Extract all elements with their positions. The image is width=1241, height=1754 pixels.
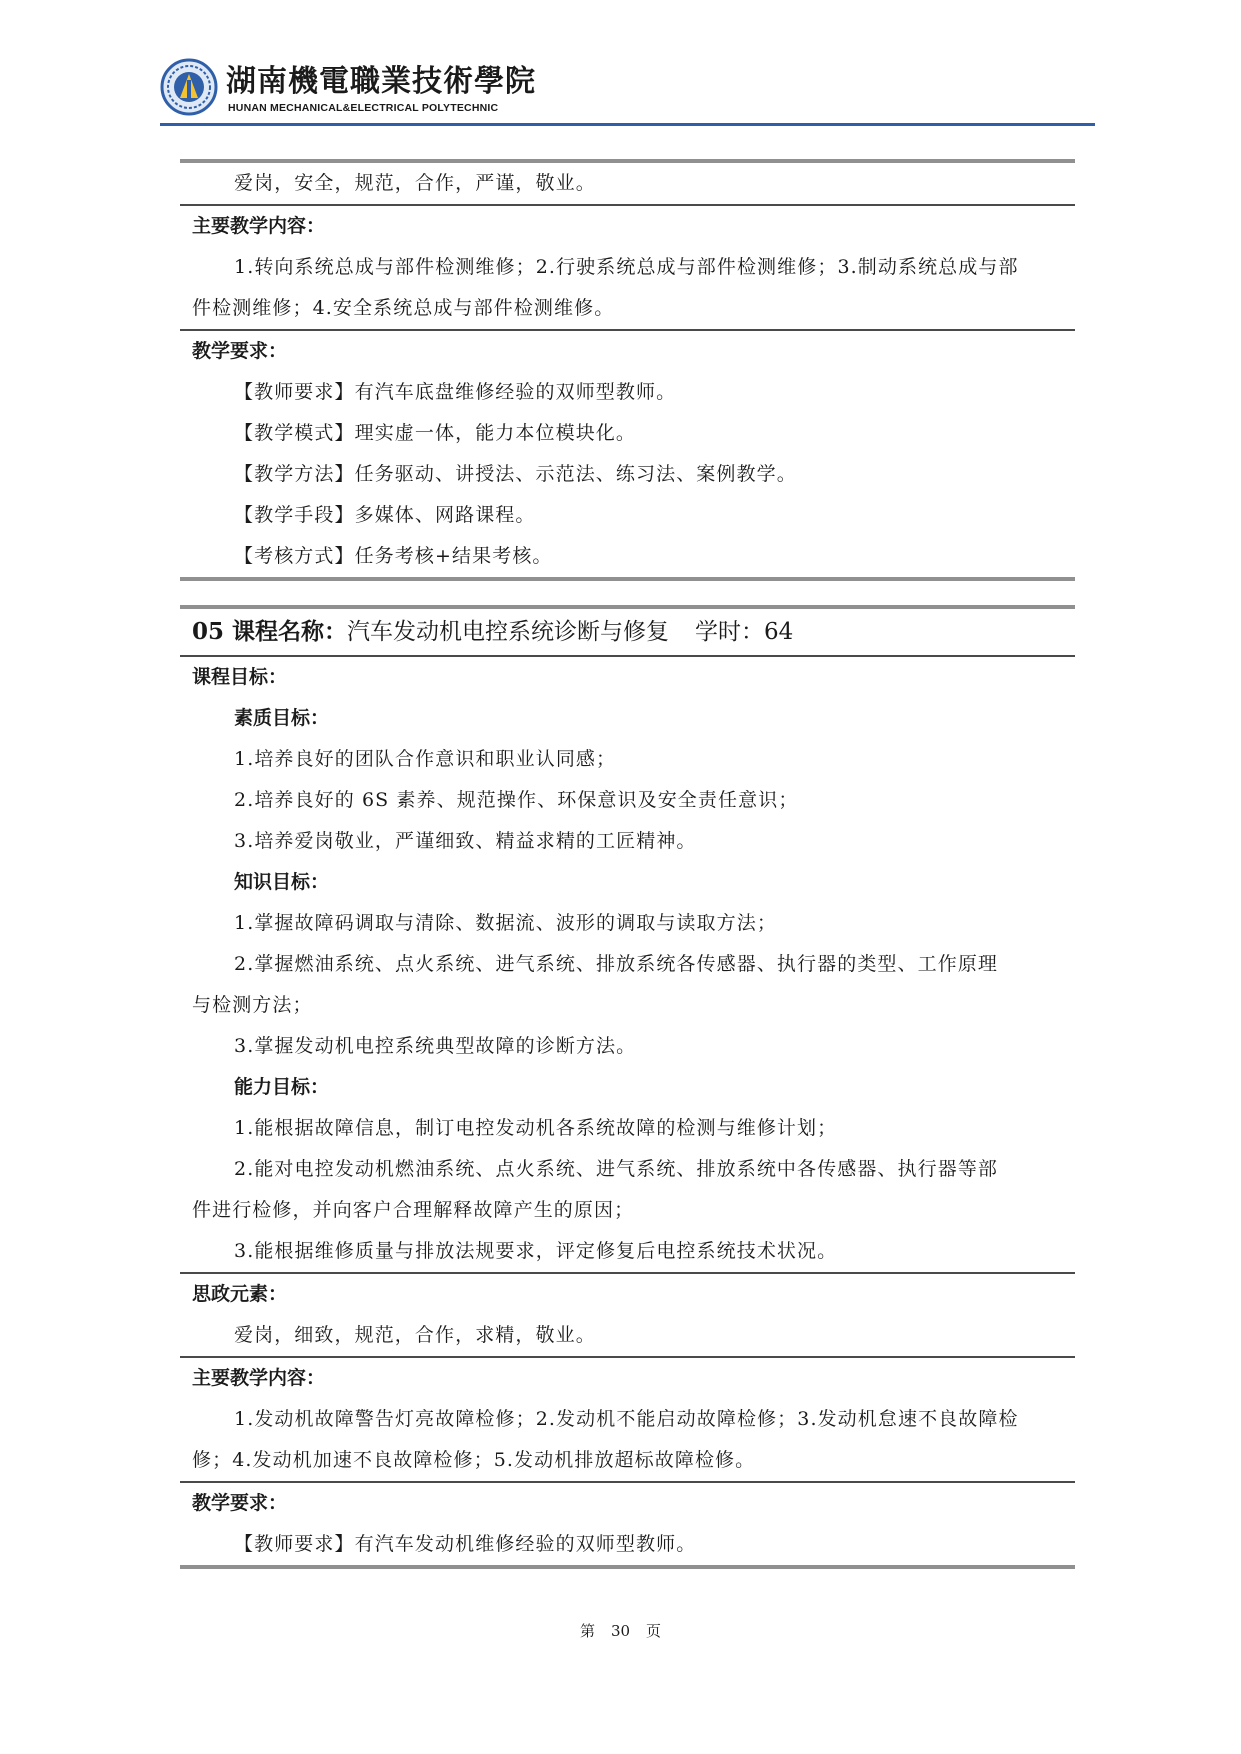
prev-content-line: 件检测维修；4.安全系统总成与部件检测维修。 — [192, 297, 615, 319]
content-line: 修；4.发动机加速不良故障检修；5.发动机排放超标故障检修。 — [192, 1449, 756, 1471]
knowledge-line: 与检测方法； — [192, 994, 313, 1016]
page-number: 30 — [610, 1622, 631, 1640]
page-suffix: 页 — [646, 1622, 662, 1640]
prev-content-line: 1.转向系统总成与部件检测维修；2.行驶系统总成与部件检测维修；3.制动系统总成与部 — [234, 256, 1019, 278]
ability-line: 2.能对电控发动机燃油系统、点火系统、进气系统、排放系统中各传感器、执行器等部 — [234, 1158, 999, 1180]
knowledge-title: 知识目标： — [234, 871, 330, 893]
school-name-cn: 湖南機電職業技術學院 — [226, 64, 536, 99]
requirement-item: 【教师要求】有汽车发动机维修经验的双师型教师。 — [234, 1533, 697, 1555]
course-name-label: 05 课程名称： — [192, 618, 348, 645]
prev-requirement-item: 【教学方法】任务驱动、讲授法、示范法、练习法、案例教学。 — [234, 463, 797, 485]
page-footer — [0, 1620, 1241, 1641]
school-name-en: HUNAN MECHANICAL&ELECTRICAL POLYTECHNIC — [228, 102, 499, 114]
quality-line: 1.培养良好的团队合作意识和职业认同感； — [234, 748, 617, 770]
prev-requirements-title: 教学要求： — [192, 340, 288, 362]
quality-title: 素质目标： — [234, 707, 330, 729]
sizheng-title: 思政元素： — [192, 1283, 288, 1305]
page-prefix: 第 — [579, 1622, 595, 1640]
content-line: 1.发动机故障警告灯亮故障检修；2.发动机不能启动故障检修；3.发动机怠速不良故障检 — [234, 1408, 1019, 1430]
header-rule — [160, 123, 1095, 126]
knowledge-line: 1.掌握故障码调取与清除、数据流、波形的调取与读取方法； — [234, 912, 777, 934]
ability-title: 能力目标： — [234, 1076, 330, 1098]
course-heading — [180, 609, 1075, 655]
prev-requirement-item: 【教学手段】多媒体、网路课程。 — [234, 504, 536, 526]
goals-title: 课程目标： — [192, 666, 288, 688]
prev-requirement-item: 【教师要求】有汽车底盘维修经验的双师型教师。 — [234, 381, 677, 403]
ability-line: 1.能根据故障信息，制订电控发动机各系统故障的检测与维修计划； — [234, 1117, 838, 1139]
prev-content-title: 主要教学内容： — [192, 215, 326, 237]
page-header — [160, 52, 1110, 122]
ability-line: 3.能根据维修质量与排放法规要求，评定修复后电控系统技术状况。 — [234, 1240, 838, 1262]
table-bottom-rule — [180, 1565, 1075, 1569]
ability-line: 件进行检修，并向客户合理解释故障产生的原因； — [192, 1199, 635, 1221]
requirements-title: 教学要求： — [192, 1492, 288, 1514]
knowledge-line: 2.掌握燃油系统、点火系统、进气系统、排放系统各传感器、执行器的类型、工作原理 — [234, 953, 999, 975]
course-name: 汽车发动机电控系统诊断与修复 — [347, 619, 670, 645]
course-hours-label: 学时： — [695, 619, 765, 645]
prev-requirement-item: 【考核方式】任务考核+结果考核。 — [234, 545, 553, 567]
quality-line: 3.培养爱岗敬业，严谨细致、精益求精的工匠精神。 — [234, 830, 697, 852]
content-title: 主要教学内容： — [192, 1367, 326, 1389]
course-table — [180, 159, 1075, 1569]
course-hours: 64 — [764, 619, 794, 645]
quality-line: 2.培养良好的 6S 素养、规范操作、环保意识及安全责任意识； — [234, 789, 799, 811]
prev-sizheng-text: 爱岗，安全，规范，合作，严谨，敬业。 — [234, 172, 596, 194]
prev-requirement-item: 【教学模式】理实虚一体，能力本位模块化。 — [234, 422, 637, 444]
school-logo-icon — [160, 58, 218, 116]
knowledge-line: 3.掌握发动机电控系统典型故障的诊断方法。 — [234, 1035, 637, 1057]
sizheng-text: 爱岗，细致，规范，合作，求精，敬业。 — [234, 1324, 596, 1346]
